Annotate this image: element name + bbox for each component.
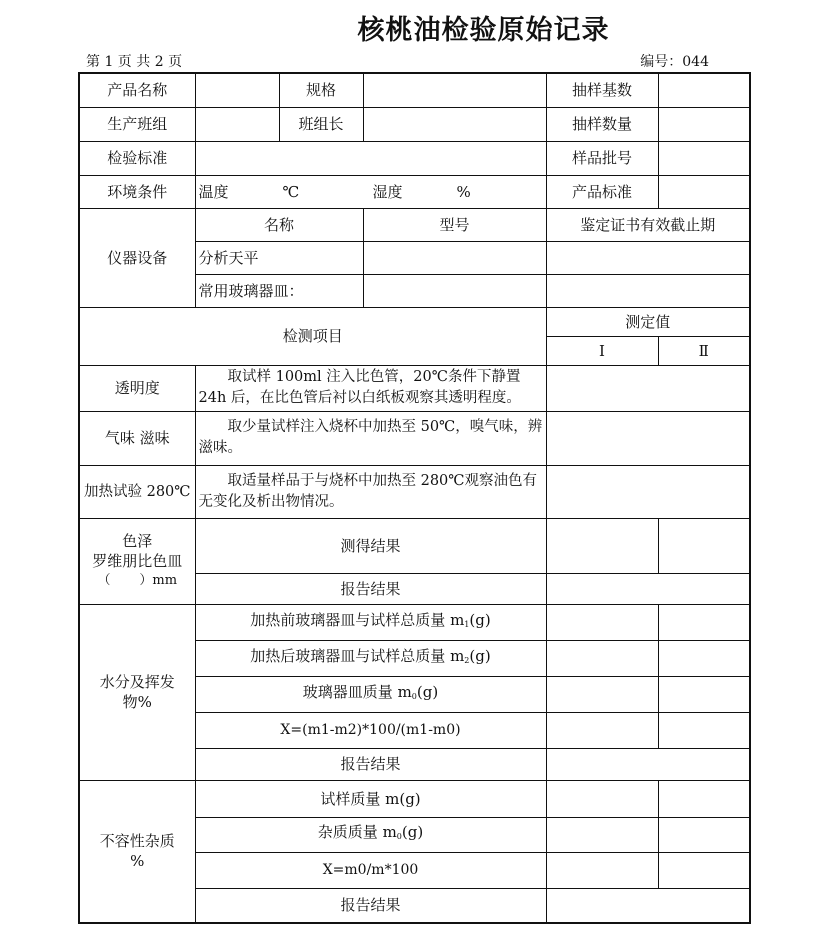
label-transparency: 透明度 [79,365,195,411]
inspection-record-table [78,72,751,924]
value-odor [546,411,750,465]
moisture-report: 报告结果 [195,748,546,780]
moisture-formula-v1 [546,712,658,748]
label-col-1: Ⅰ [546,336,658,365]
value-prod-team [195,107,279,141]
row-standard [79,141,750,175]
title-text: 核桃油检验原始记录 [357,15,610,46]
row-odor [79,411,750,465]
instrument-balance: 分析天平 [195,241,363,274]
value-team-leader [363,107,546,141]
color-label-2: 罗维朋比色皿 [92,552,183,570]
row-product [79,73,750,107]
row-instrument-header [79,208,750,241]
insoluble-formula-v2 [658,852,750,888]
insoluble-r2 [195,817,546,852]
label-heating: 加热试验 280℃ [79,465,195,518]
document-title [0,8,827,47]
moisture-r1-text: 加热前玻璃器皿与试样总质量 m [250,610,465,629]
moisture-r2 [195,640,546,676]
desc-odor-text: 取少量试样注入烧杯中加热至 50℃，嗅气味，辨滋味。 [198,419,543,456]
color-label-3: （ ）mm [97,573,178,588]
value-sample-base [658,73,750,107]
color-label-1: 色泽 [122,532,153,550]
moisture-r1-tail: (g) [469,610,491,629]
value-sample-qty [658,107,750,141]
label-team-leader: 班组长 [279,107,363,141]
value-environment [195,175,546,208]
instrument-balance-model [363,241,546,274]
value-heating [546,465,750,518]
moisture-r1-v1 [546,604,658,640]
desc-heating [195,465,546,518]
moisture-report-value [546,748,750,780]
moisture-r3-text: 玻璃器皿质量 m [302,682,412,701]
col-instrument-name: 名称 [195,208,363,241]
label-test-standard: 检验标准 [79,141,195,175]
desc-transparency [195,365,546,411]
insoluble-r1-v1 [546,780,658,817]
label-sample-qty: 抽样数量 [546,107,658,141]
temp-label: 温度 [198,182,229,201]
row-transparency [79,365,750,411]
serial-number: 编号：044 [640,54,709,70]
instrument-balance-cert [546,241,750,274]
col-instrument-model: 型号 [363,208,546,241]
humidity-label: 湿度 [372,182,403,201]
value-product-name [195,73,279,107]
moisture-r3-tail: (g) [416,682,439,701]
instrument-glassware-cert [546,274,750,307]
moisture-r2-v1 [546,640,658,676]
moisture-r3 [195,676,546,712]
instrument-glassware-model [363,274,546,307]
insoluble-r1-v2 [658,780,750,817]
desc-transparency-text: 取试样 100ml 注入比色管，20℃条件下静置 24h 后，在比色管后衬以白纸板观察其透明程度。 [198,369,521,406]
row-moisture-1 [79,604,750,640]
row-test-header [79,307,750,336]
insoluble-report: 报告结果 [195,888,546,923]
label-insoluble [79,780,195,923]
insoluble-r2-text: 杂质质量 m [317,823,397,841]
color-report-value [546,573,750,604]
value-product-standard [658,175,750,208]
value-transparency [546,365,750,411]
label-prod-team: 生产班组 [79,107,195,141]
moisture-r2-text: 加热后玻璃器皿与试样总质量 m [250,646,465,665]
label-col-2: Ⅱ [658,336,750,365]
page-info: 第 1 页 共 2 页 [86,54,183,70]
insoluble-r2-v2 [658,817,750,852]
insoluble-label-2: % [130,852,145,871]
instrument-glassware: 常用玻璃器皿： [195,274,363,307]
moisture-r1-sub: 1 [464,619,470,629]
insoluble-report-value [546,888,750,923]
label-odor: 气味 滋味 [79,411,195,465]
moisture-r2-v2 [658,640,750,676]
color-measured-2 [658,518,750,573]
insoluble-r2-tail: (g) [401,823,424,841]
row-insoluble-1 [79,780,750,817]
moisture-r2-tail: (g) [469,646,491,665]
desc-odor [195,411,546,465]
color-measured: 测得结果 [195,518,546,573]
value-spec [363,73,546,107]
insoluble-r1: 试样质量 m(g) [195,780,546,817]
insoluble-formula: X=m0/m*100 [195,852,546,888]
label-environment: 环境条件 [79,175,195,208]
moisture-r2-sub: 2 [464,655,470,665]
color-measured-1 [546,518,658,573]
insoluble-formula-v1 [546,852,658,888]
moisture-r3-sub: 0 [411,691,417,701]
col-instrument-cert: 鉴定证书有效截止期 [546,208,750,241]
label-product-standard: 产品标准 [546,175,658,208]
moisture-r1 [195,604,546,640]
insoluble-r2-sub: 0 [396,832,402,841]
label-measured-value: 测定值 [546,307,750,336]
row-heating [79,465,750,518]
moisture-formula-v2 [658,712,750,748]
label-instruments: 仪器设备 [79,208,195,307]
insoluble-r2-v1 [546,817,658,852]
label-test-item: 检测项目 [79,307,546,365]
label-moisture: 水分及挥发物% [79,604,195,780]
moisture-r1-v2 [658,604,750,640]
moisture-formula: X=(m1-m2)*100/(m1-m0) [195,712,546,748]
label-sample-base: 抽样基数 [546,73,658,107]
label-spec: 规格 [279,73,363,107]
label-batch-no: 样品批号 [546,141,658,175]
label-product-name: 产品名称 [79,73,195,107]
insoluble-label-1: 不容性杂质 [99,832,175,851]
desc-heating-text: 取适量样品于与烧杯中加热至 280℃观察油色有无变化及析出物情况。 [198,472,538,510]
row-color-measured [79,518,750,573]
moisture-r3-v2 [658,676,750,712]
humidity-unit: % [456,182,471,201]
row-environment [79,175,750,208]
value-test-standard [195,141,546,175]
row-team [79,107,750,141]
temp-unit: ℃ [282,182,300,201]
label-color [79,518,195,604]
color-report: 报告结果 [195,573,546,604]
moisture-r3-v1 [546,676,658,712]
value-batch-no [658,141,750,175]
